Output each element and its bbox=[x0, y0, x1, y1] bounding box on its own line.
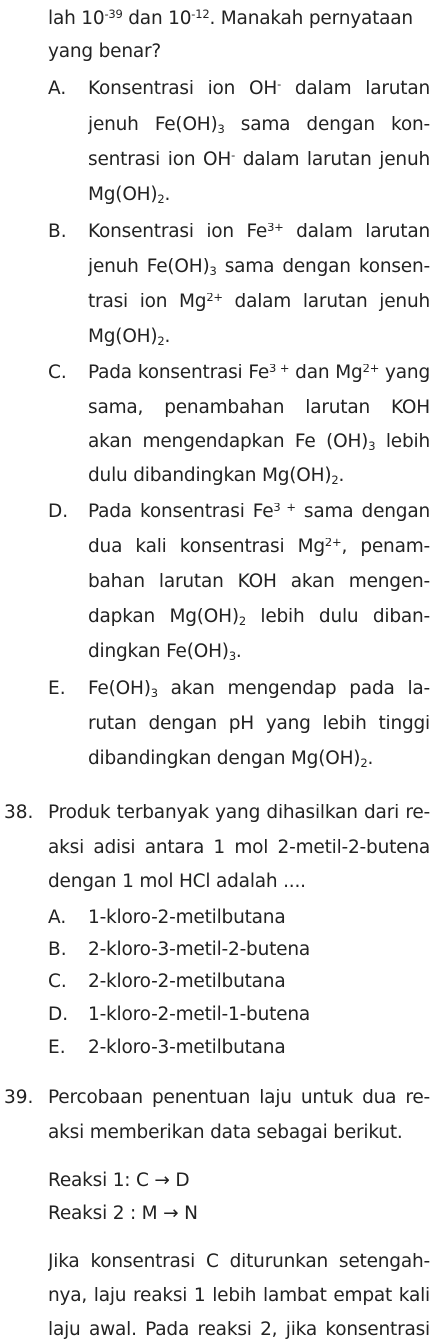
q37-option-d-line-3: bahan larutan KOH akan mengen- bbox=[88, 573, 430, 592]
q37-option-d-line-1: Pada konsentrasi $Fe^{3 +}$ sama dengan bbox=[88, 503, 430, 522]
q38-option-a-text: 1-kloro-2-metilbutana bbox=[88, 907, 286, 928]
q38-stem-line-3: dengan 1 mol HCl adalah .... bbox=[48, 871, 306, 892]
q38-number: 38. bbox=[4, 802, 34, 823]
q37-option-d-line-4: dapkan $Mg(OH)_2$ lebih dulu diban- bbox=[88, 608, 430, 629]
q39-para-line-1: Jika konsentrasi C diturunkan setengah- bbox=[48, 1253, 430, 1272]
q37-option-b-label: B. bbox=[48, 221, 67, 242]
q37-option-d-label: D. bbox=[48, 501, 69, 522]
q38-option-a-label: A. bbox=[48, 907, 67, 928]
q37-option-d-line-2: dua kali konsentrasi $Mg^{2+}$, penam- bbox=[88, 538, 430, 557]
q38-option-d-label: D. bbox=[48, 1004, 69, 1025]
q37-option-c-line-3: akan mengendapkan Fe $(OH)_3$ lebih bbox=[88, 433, 430, 454]
q38-stem-line-1: Produk terbanyak yang dihasilkan dari re- bbox=[48, 804, 430, 823]
q37-option-b-line-4: $Mg(OH)_2$. bbox=[88, 326, 171, 349]
q37-intro-line-1: lah $10^{-39}$ dan $10^{-12}$. Manakah pernyataan bbox=[48, 7, 413, 29]
q39-stem-line-1: Percobaan penentuan laju untuk dua re- bbox=[48, 1089, 430, 1108]
q39-para-line-3: laju awal. Pada reaksi 2, jika konsentrasi bbox=[48, 1321, 430, 1340]
q37-option-c-line-2: sama, penambahan larutan KOH bbox=[88, 399, 430, 418]
q39-number: 39. bbox=[4, 1087, 34, 1108]
q37-intro-line-2: yang benar? bbox=[48, 41, 162, 62]
q37-option-e-line-1: $Fe(OH)_3$ akan mengendap pada la- bbox=[88, 680, 430, 701]
q38-option-b-text: 2-kloro-3-metil-2-butena bbox=[88, 939, 311, 960]
q37-option-c-line-4: dulu dibandingkan $Mg(OH)_2$. bbox=[88, 465, 345, 488]
q37-option-e-label: E. bbox=[48, 678, 66, 699]
q39-reaksi-1: Reaksi 1: C → D bbox=[48, 1170, 190, 1191]
q39-reaksi-2: Reaksi 2 : M → N bbox=[48, 1203, 198, 1224]
q37-option-c-label: C. bbox=[48, 362, 67, 383]
q37-option-c-line-1: Pada konsentrasi $Fe^{3 +}$ dan $Mg^{2+}$ yang bbox=[88, 364, 430, 383]
q37-option-a-line-4: $Mg(OH)_2$. bbox=[88, 184, 171, 207]
q38-stem-line-2: aksi adisi antara 1 mol 2-metil-2-butena bbox=[48, 839, 430, 858]
q37-option-a-label: A. bbox=[48, 78, 67, 99]
q38-option-e-text: 2-kloro-3-metilbutana bbox=[88, 1037, 286, 1058]
q37-option-e-line-3: dibandingkan dengan $Mg(OH)_2$. bbox=[88, 748, 374, 771]
q37-option-a-line-1: Konsentrasi ion OH- dalam larutan bbox=[88, 80, 430, 99]
q39-para-line-2: nya, laju reaksi 1 lebih lambat empat kali bbox=[48, 1287, 430, 1306]
q38-option-d-text: 1-kloro-2-metil-1-butena bbox=[88, 1004, 311, 1025]
q37-option-e-line-2: rutan dengan pH yang lebih tinggi bbox=[88, 715, 430, 734]
q38-option-b-label: B. bbox=[48, 939, 67, 960]
q38-option-c-label: C. bbox=[48, 971, 67, 992]
q39-stem-line-2: aksi memberikan data sebagai berikut. bbox=[48, 1122, 403, 1143]
q37-option-b-line-1: Konsentrasi ion $Fe^{3+}$ dalam larutan bbox=[88, 223, 430, 242]
q37-option-a-line-2: jenuh $Fe(OH)_3$ sama dengan kon- bbox=[88, 116, 430, 137]
q38-option-e-label: E. bbox=[48, 1037, 66, 1058]
q37-option-d-line-5: dingkan $Fe(OH)_3$. bbox=[88, 641, 242, 664]
q37-option-b-line-3: trasi ion $Mg^{2+}$ dalam larutan jenuh bbox=[88, 293, 430, 312]
q38-option-c-text: 2-kloro-2-metilbutana bbox=[88, 971, 286, 992]
q37-option-a-line-3: sentrasi ion OH- dalam larutan jenuh bbox=[88, 151, 430, 170]
q37-option-b-line-2: jenuh $Fe(OH)_3$ sama dengan konsen- bbox=[88, 258, 430, 279]
